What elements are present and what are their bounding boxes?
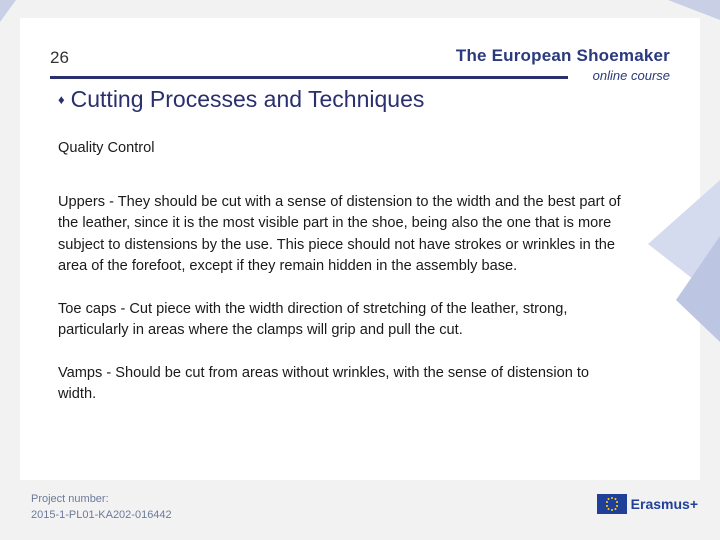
diamond-bullet-icon: ♦ bbox=[58, 92, 65, 107]
slide-number: 26 bbox=[50, 48, 69, 67]
paragraph-toe-caps: Toe caps - Cut piece with the width direction of stretching of the leather, strong, particularly in areas where the clamps will grip and pull the cut. bbox=[58, 300, 568, 338]
project-number: 2015-1-PL01-KA202-016442 bbox=[31, 509, 172, 521]
subheading: Quality Control bbox=[58, 140, 155, 156]
paragraph-vamps: Vamps - Should be cut from areas without wrinkles, with the sense of distension to width. bbox=[58, 364, 590, 402]
section-title bbox=[58, 86, 424, 113]
body-content bbox=[58, 138, 624, 427]
brand-title: The European Shoemaker bbox=[455, 46, 670, 65]
brand-subtitle: online course bbox=[592, 68, 670, 83]
erasmus-logo bbox=[597, 494, 698, 514]
header-divider bbox=[50, 76, 568, 79]
erasmus-text: Erasmus+ bbox=[630, 496, 698, 512]
section-title-text: Cutting Processes and Techniques bbox=[70, 86, 425, 112]
project-info bbox=[31, 491, 172, 523]
project-label: Project number: bbox=[31, 493, 109, 505]
eu-flag-icon bbox=[597, 494, 627, 514]
paragraph-uppers: Uppers - They should be cut with a sense of distension to the width and the best part of the leather, since it is the most visible part in the shoe, being also the one that is more subject to distensions by the use. This piece should not have strokes or wrinkles in the area of the forefoot, except if they remain hidden in the assembly base. bbox=[58, 193, 621, 274]
